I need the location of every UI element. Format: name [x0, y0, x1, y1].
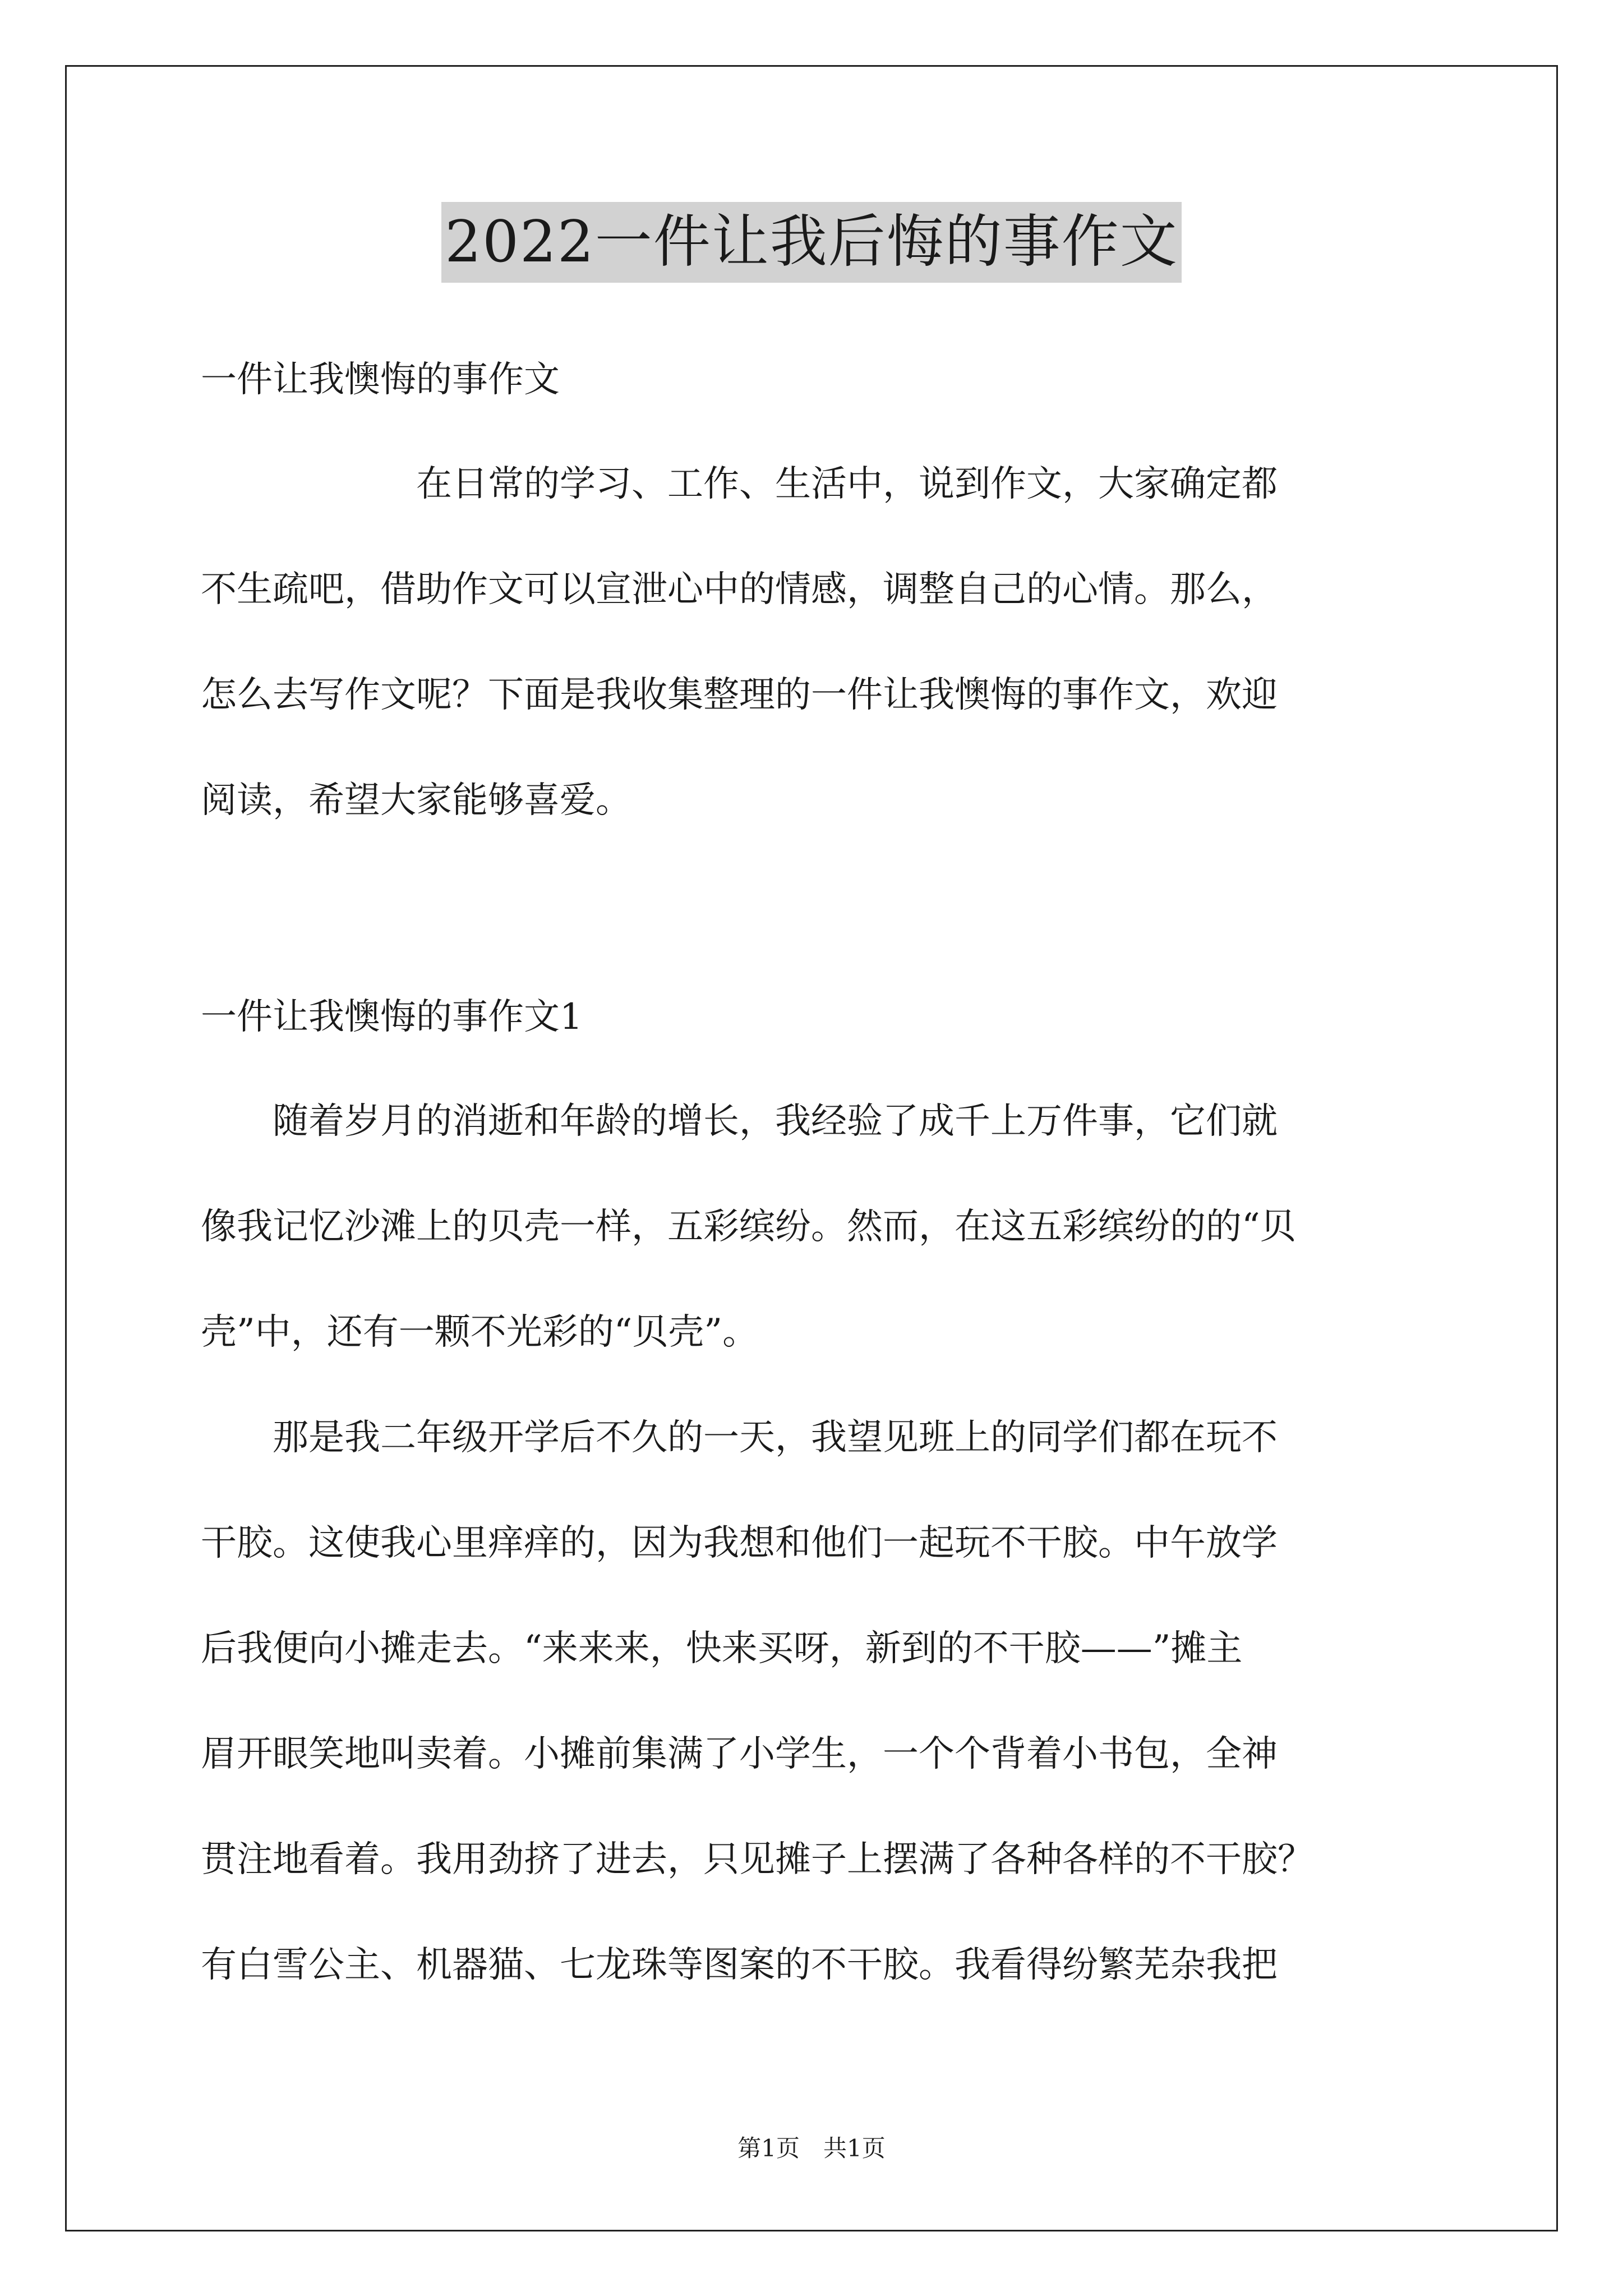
- document-title: 2022一件让我后悔的事作文: [441, 202, 1182, 283]
- text-line: 贯注地看着。我用劲挤了进去，只见摊子上摆满了各种各样的不干胶？: [201, 1839, 1313, 1880]
- text-line: 在日常的学习、工作、生活中，说到作文，大家确定都: [201, 463, 1278, 505]
- text-line: 后我便向小摊走去。“来来来，快来买呀，新到的不干胶——”摊主: [201, 1628, 1243, 1669]
- text-line: 有白雪公主、机器猫、七龙珠等图案的不干胶。我看得纷繁芜杂我把: [201, 1944, 1278, 1986]
- section-heading: 一件让我懊悔的事作文: [201, 359, 560, 401]
- text-line: 不生疏吧，借助作文可以宣泄心中的情感，调整自己的心情。那么，: [201, 569, 1278, 610]
- text-line: 怎么去写作文呢？下面是我收集整理的一件让我懊悔的事作文，欢迎: [201, 674, 1278, 716]
- page-footer: 第1页 共1页: [737, 2134, 886, 2162]
- text-line: 随着岁月的消逝和年龄的增长，我经验了成千上万件事，它们就: [201, 1101, 1278, 1142]
- text-line: 壳”中，还有一颗不光彩的“贝壳”。: [201, 1312, 759, 1353]
- title-container: [0, 202, 1623, 283]
- text-line: 眉开眼笑地叫卖着。小摊前集满了小学生，一个个背着小书包，全神: [201, 1733, 1278, 1775]
- text-line: 那是我二年级开学后不久的一天，我望见班上的同学们都在玩不: [201, 1417, 1278, 1458]
- text-line: 干胶。这使我心里痒痒的，因为我想和他们一起玩不干胶。中午放学: [201, 1522, 1278, 1564]
- section-heading: 一件让我懊悔的事作文1: [201, 996, 583, 1038]
- text-line: 阅读，希望大家能够喜爱。: [201, 780, 631, 821]
- text-line: 像我记忆沙滩上的贝壳一样，五彩缤纷。然而，在这五彩缤纷的的“贝: [201, 1206, 1296, 1248]
